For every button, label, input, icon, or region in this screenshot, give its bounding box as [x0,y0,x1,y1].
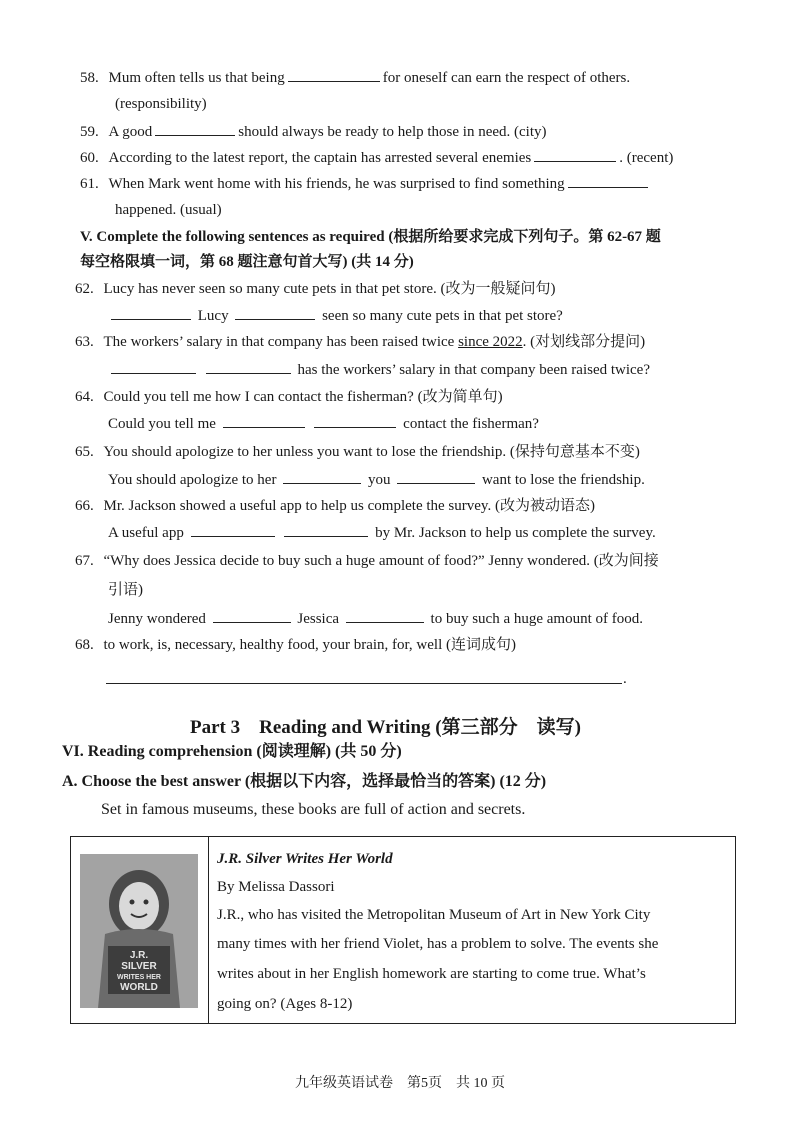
book-description-line: going on? (Ages 8-12) [217,996,353,1012]
answer-text: Jenny wondered [108,611,206,627]
question-60 [80,147,673,168]
question-number: 68. [75,637,94,653]
question-text: . (对划线部分提问) [522,334,646,350]
section-6-heading: VI. Reading comprehension (阅读理解) (共 50 分) [62,743,402,760]
answer-blank[interactable] [191,522,275,537]
answer-blank[interactable] [223,413,305,428]
question-66 [75,496,595,516]
question-64 [75,387,503,407]
question-text: Mr. Jackson showed a useful app to help us complete the survey. (改为被动语态) [103,498,595,514]
question-text: . (recent) [619,150,674,166]
answer-blank[interactable] [283,469,361,484]
answer-text: has the workers’ salary in that company been raised twice? [297,362,650,378]
book-author: By Melissa Dassori [217,879,335,895]
question-63-answer [108,359,650,380]
answer-blank[interactable] [111,359,196,374]
underlined-phrase: since 2022 [458,334,523,350]
answer-blank[interactable] [534,147,616,162]
book-description-line: many times with her friend Violet, has a problem to solve. The events she [217,936,659,952]
answer-blank[interactable] [213,608,291,623]
question-text: Lucy has never seen so many cute pets in that pet store. (改为一般疑问句) [103,281,556,297]
answer-text: by Mr. Jackson to help us complete the survey. [375,525,656,541]
question-number: 66. [75,498,94,514]
question-text: for oneself can earn the respect of others. [382,70,631,86]
cover-text-1: J.R. [129,950,149,961]
question-67-answer [108,608,643,629]
section-5-heading: V. Complete the following sentences as required (根据所给要求完成下列句子。第 62-67 题 [80,229,661,245]
answer-text: You should apologize to her [108,472,277,488]
answer-line[interactable] [106,683,622,684]
answer-blank[interactable] [284,522,368,537]
question-number: 61. [80,176,99,192]
question-65-answer [108,469,645,490]
section-5-heading-cont: 每空格限填一词，第 68 题注意句首大写) (共 14 分) [80,254,414,270]
answer-line-period: . [623,671,627,687]
question-text: Mum often tells us that being [108,70,285,86]
question-text: When Mark went home with his friends, he was surprised to find something [108,176,565,192]
question-61-cont: happened. (usual) [115,202,222,218]
section-a-heading: A. Choose the best answer (根据以下内容，选择最恰当的答案) (12 分) [62,773,547,790]
answer-text: A useful app [108,525,184,541]
book-box [70,836,736,1024]
box-divider [208,837,209,1023]
question-67 [75,551,659,571]
question-number: 58. [80,70,99,86]
question-64-answer [108,413,539,434]
question-61 [80,173,651,194]
answer-blank[interactable] [568,173,648,188]
question-text: You should apologize to her unless you want to lose the friendship. (保持句意基本不变) [103,444,640,460]
question-62-answer [108,305,563,326]
answer-blank[interactable] [235,305,315,320]
question-58 [80,67,630,88]
question-number: 65. [75,444,94,460]
question-number: 59. [80,124,99,140]
page-footer: 九年级英语试卷 第5页 共 10 页 [295,1076,505,1091]
book-cover-illustration [80,854,198,1008]
question-63 [75,332,645,352]
question-text: A good [108,124,153,140]
question-number: 62. [75,281,94,297]
question-text: Could you tell me how I can contact the fisherman? (改为简单句) [103,389,503,405]
question-number: 60. [80,150,99,166]
question-text: The workers’ salary in that company has been raised twice [103,334,459,350]
answer-text: you [367,472,391,488]
answer-blank[interactable] [111,305,191,320]
answer-text: Lucy [197,308,229,324]
question-67-cont: 引语) [108,582,143,598]
answer-text: Jessica [297,611,340,627]
question-number: 67. [75,553,94,569]
section-a-intro: Set in famous museums, these books are full of action and secrets. [101,801,526,818]
cover-text-4: WORLD [120,982,158,993]
answer-blank[interactable] [206,359,291,374]
question-59 [80,121,547,142]
answer-text: contact the fisherman? [403,416,539,432]
question-number: 63. [75,334,94,350]
question-58-hint: (responsibility) [115,96,207,112]
answer-text: Could you tell me [108,416,216,432]
answer-blank[interactable] [314,413,396,428]
answer-blank[interactable] [288,67,380,82]
question-text: According to the latest report, the captain has arrested several enemies [108,150,532,166]
answer-blank[interactable] [346,608,424,623]
question-number: 64. [75,389,94,405]
answer-blank[interactable] [397,469,475,484]
answer-text: to buy such a huge amount of food. [430,611,644,627]
question-text: “Why does Jessica decide to buy such a huge amount of food?” Jenny wondered. (改为间接 [103,553,659,569]
cover-text-3: WRITES HER [117,974,161,981]
answer-text: want to lose the friendship. [481,472,645,488]
question-text: should always be ready to help those in need. (city) [238,124,547,140]
book-description-line: writes about in her English homework are starting to come true. What’s [217,966,646,982]
cover-text-2: SILVER [121,961,157,972]
part-3-title: Part 3 Reading and Writing (第三部分 读写) [190,717,581,738]
book-title: J.R. Silver Writes Her World [217,851,393,867]
book-cover-image [80,854,198,1008]
question-66-answer [108,522,656,543]
answer-text: seen so many cute pets in that pet store? [322,308,563,324]
question-62 [75,279,555,299]
question-text: to work, is, necessary, healthy food, your brain, for, well (连词成句) [103,637,516,653]
question-68 [75,635,516,655]
answer-blank[interactable] [155,121,235,136]
question-65 [75,442,640,462]
book-description-line: J.R., who has visited the Metropolitan Museum of Art in New York City [217,907,651,923]
